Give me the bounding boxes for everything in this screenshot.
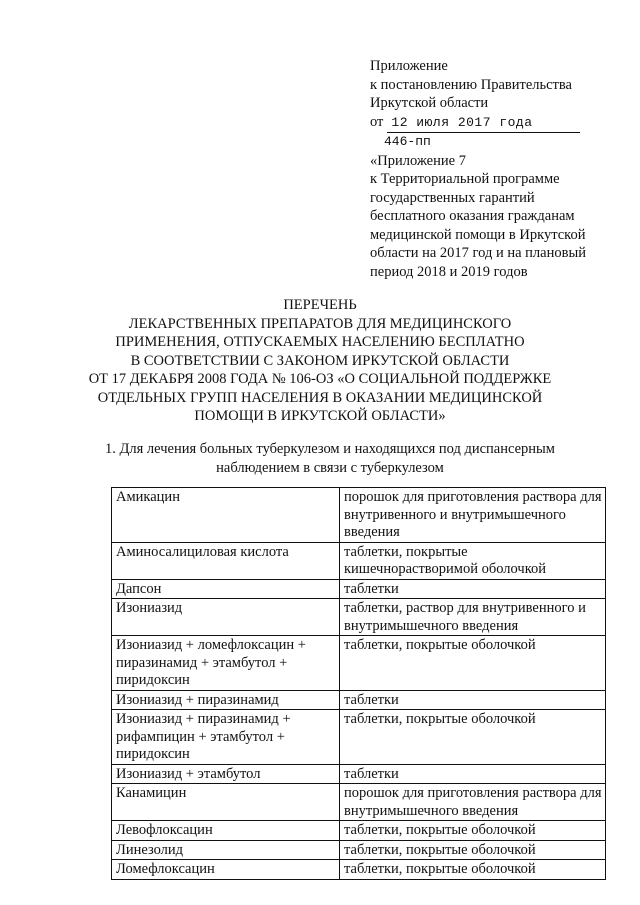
title-line-6: ОТДЕЛЬНЫХ ГРУПП НАСЕЛЕНИЯ В ОКАЗАНИИ МЕДИЦИНСКОЙ [97, 389, 543, 406]
attach-line-2: к Территориальной программе [370, 171, 560, 187]
table-row [112, 710, 606, 765]
title-line-1: ПЕРЕЧЕНЬ [283, 297, 357, 313]
drug-name: Ломефлоксацин [112, 860, 340, 880]
drug-name: Изониазид + пиразинамид [112, 690, 340, 710]
appendix-label: Приложение [370, 58, 448, 74]
drug-form: таблетки, покрытые оболочкой [340, 821, 606, 841]
section-heading-line-2: наблюдением в связи с туберкулезом [216, 459, 444, 476]
table-row [112, 860, 606, 880]
attach-line-7: период 2018 и 2019 годов [370, 263, 528, 280]
drug-form: таблетки, покрытые оболочкой [340, 840, 606, 860]
title-line-7: ПОМОЩИ В ИРКУТСКОЙ ОБЛАСТИ» [194, 408, 446, 424]
appendix-header [370, 57, 620, 281]
title-line-3: ПРИМЕНЕНИЯ, ОТПУСКАЕМЫХ НАСЕЛЕНИЮ БЕСПЛАТНО [115, 334, 525, 350]
attach-line-3: государственных гарантий [370, 189, 535, 206]
appendix-date-line [370, 113, 620, 134]
drug-form: таблетки [340, 579, 606, 599]
drug-form: порошок для приготовления раствора для внутривенного и внутримышечного введения [340, 488, 606, 543]
table-row [112, 488, 606, 543]
table-row [112, 542, 606, 579]
table-row [112, 821, 606, 841]
drug-form: таблетки, покрытые оболочкой [340, 710, 606, 765]
drug-name: Изониазид + ломефлоксацин + пиразинамид + этамбутол + пиридоксин [112, 636, 340, 691]
section-heading [95, 440, 565, 477]
decree-number: 446-пп [384, 134, 431, 149]
attach-line-6: области на 2017 год и на плановый [370, 245, 586, 261]
document-title [70, 296, 570, 426]
drug-form: таблетки [340, 690, 606, 710]
title-line-4: В СООТВЕТСТВИИ С ЗАКОНОМ ИРКУТСКОЙ ОБЛАСТИ [130, 352, 510, 369]
section-heading-line-1: 1. Для лечения больных туберкулезом и находящихся под диспансерным [105, 441, 555, 457]
table-row [112, 599, 606, 636]
drug-form: порошок для приготовления раствора для внутримышечного введения [340, 784, 606, 821]
drug-name: Изониазид [112, 599, 340, 636]
table-row [112, 764, 606, 784]
drug-form: таблетки, покрытые оболочкой [340, 636, 606, 691]
drug-name: Изониазид + пиразинамид + рифампицин + этамбутол + пиридоксин [112, 710, 340, 765]
attach-line-4: бесплатного оказания гражданам [370, 208, 575, 224]
table-row [112, 840, 606, 860]
attach-line-1: «Приложение 7 [370, 152, 466, 169]
drug-form: таблетки, покрытые кишечнорастворимой оболочкой [340, 542, 606, 579]
drug-name: Канамицин [112, 784, 340, 821]
drug-name: Левофлоксацин [112, 821, 340, 841]
drug-form: таблетки, покрытые оболочкой [340, 860, 606, 880]
drug-name: Аминосалициловая кислота [112, 542, 340, 579]
drug-form: таблетки, раствор для внутривенного и внутримышечного введения [340, 599, 606, 636]
table-row [112, 690, 606, 710]
appendix-decree: к постановлению Правительства [370, 76, 572, 93]
title-line-5: ОТ 17 ДЕКАБРЯ 2008 ГОДА № 106-ОЗ «О СОЦИАЛЬНОЙ ПОДДЕРЖКЕ [88, 371, 552, 387]
drug-name: Линезолид [112, 840, 340, 860]
title-line-2: ЛЕКАРСТВЕННЫХ ПРЕПАРАТОВ ДЛЯ МЕДИЦИНСКОГО [128, 315, 512, 332]
drug-table [111, 487, 606, 880]
drug-name: Дапсон [112, 579, 340, 599]
appendix-region: Иркутской области [370, 95, 489, 111]
drug-name: Амикацин [112, 488, 340, 543]
attach-line-5: медицинской помощи в Иркутской [370, 226, 586, 243]
date-value: 12 июля 2017 года [387, 114, 580, 134]
drug-name: Изониазид + этамбутол [112, 764, 340, 784]
drug-form: таблетки [340, 764, 606, 784]
date-prefix: от [370, 113, 384, 130]
table-row [112, 579, 606, 599]
table-row [112, 636, 606, 691]
table-row [112, 784, 606, 821]
